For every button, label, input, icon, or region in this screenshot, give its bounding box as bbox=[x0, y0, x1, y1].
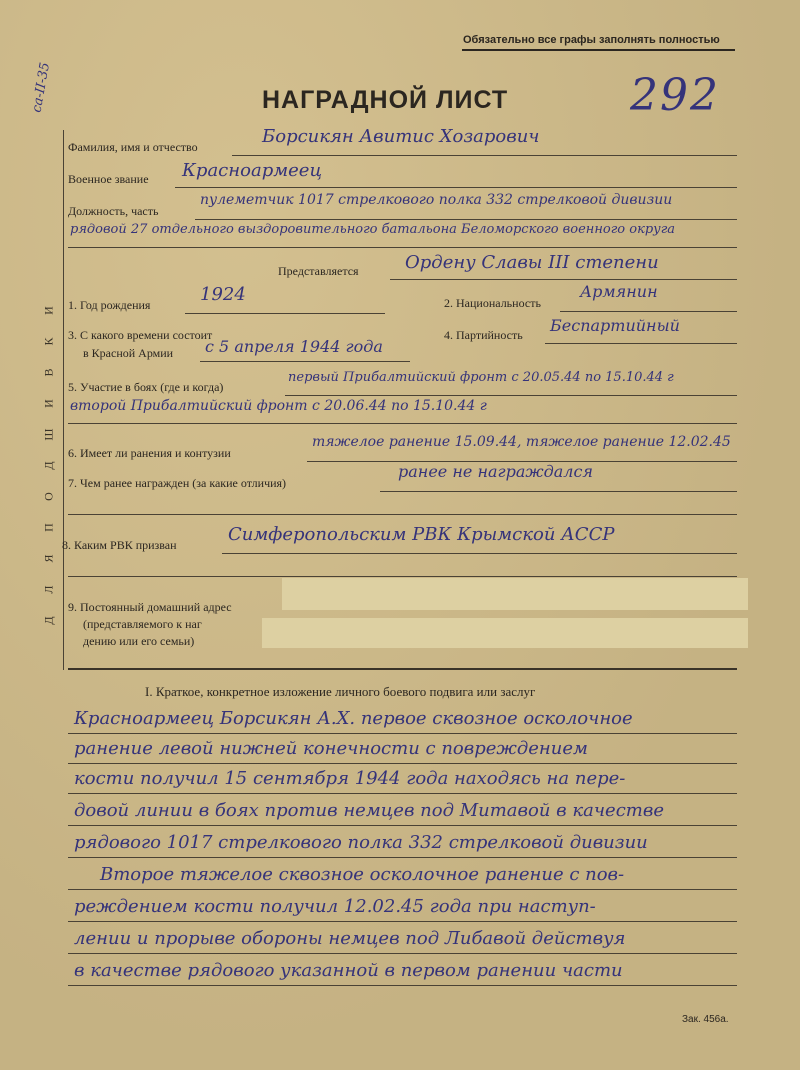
rvk-value: Симферопольским РВК Крымской АССР bbox=[228, 524, 615, 545]
fio-value: Борсикян Авитис Хозарович bbox=[262, 126, 540, 147]
corner-handwritten-mark: са-II-35 bbox=[29, 61, 54, 114]
address-redaction-2 bbox=[262, 618, 748, 648]
nationality-label: 2. Национальность bbox=[444, 296, 541, 310]
position-value-2: рядовой 27 отдельного выздоровительного батальона Беломорского военного округа bbox=[70, 222, 676, 237]
position-line-2 bbox=[68, 247, 737, 248]
fio-label: Фамилия, имя и отчество bbox=[68, 140, 198, 154]
party-label: 4. Партийность bbox=[444, 328, 523, 342]
narrative-text-6: Второе тяжелое сквозное осколочное ранение с пов- bbox=[100, 864, 625, 885]
rvk-line-2 bbox=[68, 576, 737, 577]
service-since-label-2: в Красной Армии bbox=[83, 346, 174, 360]
party-value: Беспартийный bbox=[550, 316, 680, 335]
left-margin-rule bbox=[63, 130, 64, 670]
print-order-number: Зак. 456а. bbox=[682, 1014, 729, 1025]
service-since-label-1: 3. С какого времени состоит bbox=[68, 328, 213, 342]
narrative-line-4 bbox=[68, 825, 737, 826]
narrative-text-2: ранение левой нижней конечности с повреждением bbox=[74, 738, 588, 759]
sheet-number: 292 bbox=[630, 70, 720, 121]
nationality-value: Армянин bbox=[580, 282, 658, 301]
rank-line bbox=[175, 187, 737, 188]
service-since-line bbox=[200, 361, 410, 362]
battles-label: 5. Участие в боях (где и когда) bbox=[68, 380, 224, 394]
rvk-line bbox=[222, 553, 737, 554]
fill-all-fields-note: Обязательно все графы заполнять полностью bbox=[463, 34, 720, 46]
fio-line bbox=[232, 155, 737, 156]
narrative-text-1: Красноармеец Борсикян А.Х. первое сквозное осколочное bbox=[74, 708, 633, 729]
narrative-text-4: довой линии в боях против немцев под Митавой в качестве bbox=[74, 800, 664, 821]
narrative-line-6 bbox=[68, 889, 737, 890]
narrative-text-3: кости получил 15 сентября 1944 года находясь на пере- bbox=[74, 768, 626, 789]
wounds-label: 6. Имеет ли ранения и контузии bbox=[68, 446, 231, 460]
service-since-value: с 5 апреля 1944 года bbox=[205, 337, 383, 356]
awards-value: ранее не награждался bbox=[398, 462, 593, 481]
party-line bbox=[545, 343, 737, 344]
section-divider bbox=[68, 668, 737, 670]
battles-value: первый Прибалтийский фронт с 20.05.44 по 15.10.44 г bbox=[288, 370, 674, 385]
presented-value: Ордену Славы III степени bbox=[405, 252, 659, 273]
position-value: пулеметчик 1017 стрелкового полка 332 стрелковой дивизии bbox=[200, 192, 673, 208]
birth-label: 1. Год рождения bbox=[68, 298, 151, 312]
address-redaction-1 bbox=[282, 578, 748, 610]
narrative-text-8: лении и прорыве обороны немцев под Либавой действуя bbox=[74, 928, 626, 949]
narrative-line-9 bbox=[68, 985, 737, 986]
position-line bbox=[195, 219, 737, 220]
rank-label: Военное звание bbox=[68, 172, 149, 186]
narrative-text-9: в качестве рядового указанной в первом ранении части bbox=[74, 960, 623, 981]
narrative-text-7: реждением кости получил 12.02.45 года при наступ- bbox=[74, 896, 596, 917]
battles-value-2: второй Прибалтийский фронт с 20.06.44 по 15.10.44 г bbox=[70, 398, 487, 414]
rank-value: Красноармеец bbox=[182, 160, 323, 181]
narrative-text-5: рядового 1017 стрелкового полка 332 стрелковой дивизии bbox=[74, 832, 648, 853]
side-vertical-text: И К В И Ш Д О П Я Л Д bbox=[41, 306, 56, 625]
narrative-line-5 bbox=[68, 857, 737, 858]
narrative-line-3 bbox=[68, 793, 737, 794]
battles-line bbox=[285, 395, 737, 396]
section-title: I. Краткое, конкретное изложение личного боевого подвига или заслуг bbox=[145, 684, 536, 699]
rvk-label: 8. Каким РВК призван bbox=[62, 538, 177, 552]
nationality-line bbox=[560, 311, 737, 312]
document-title: НАГРАДНОЙ ЛИСТ bbox=[262, 86, 509, 114]
note-underline bbox=[462, 49, 735, 51]
narrative-line-7 bbox=[68, 921, 737, 922]
awards-line bbox=[380, 491, 737, 492]
address-label-3: дению или его семьи) bbox=[83, 634, 195, 648]
position-label: Должность, часть bbox=[68, 204, 159, 218]
awards-line-2 bbox=[68, 514, 737, 515]
battles-line-2 bbox=[68, 423, 737, 424]
narrative-line-1 bbox=[68, 733, 737, 734]
birth-value: 1924 bbox=[200, 284, 246, 305]
wounds-value: тяжелое ранение 15.09.44, тяжелое ранение 12.02.45 bbox=[312, 434, 731, 450]
presented-line bbox=[390, 279, 737, 280]
narrative-line-8 bbox=[68, 953, 737, 954]
address-label-2: (представляемого к наг bbox=[83, 617, 202, 631]
address-label-1: 9. Постоянный домашний адрес bbox=[68, 600, 232, 614]
narrative-line-2 bbox=[68, 763, 737, 764]
presented-label: Представляется bbox=[278, 264, 359, 278]
birth-line bbox=[185, 313, 385, 314]
awards-label: 7. Чем ранее награжден (за какие отличия) bbox=[68, 476, 287, 490]
